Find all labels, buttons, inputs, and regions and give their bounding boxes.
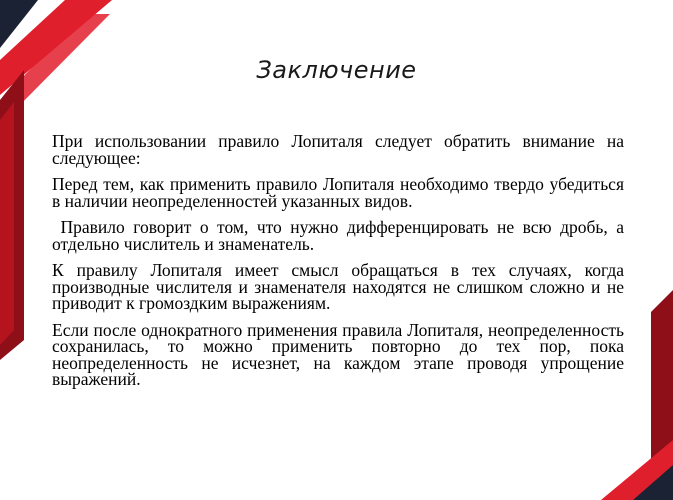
slide-title: Заключение [256, 56, 417, 84]
paragraph: Если после однократного применения правила Лопиталя, неопределенность сохранилась, то можно применить повторно до тех пор, пока неопределенность не исчезнет, на каждом этапе проводя упрощение выражений. [52, 319, 624, 389]
paragraph: Правило говорит о том, что нужно дифференцировать не всю дробь, а отдельно числитель и знаменатель. [52, 217, 624, 254]
slide-body [52, 133, 624, 398]
paragraph: К правилу Лопиталя имеет смысл обращаться в тех случаях, когда производные числителя и знаменателя находятся не слишком сложно и не приводит к громоздким выражениям. [52, 260, 624, 313]
paragraph: Перед тем, как применить правило Лопиталя необходимо твердо убедиться в наличии неопределенностей указанных видов. [52, 174, 624, 211]
paragraph: При использовании правило Лопиталя следует обратить внимание на следующее: [52, 131, 624, 168]
left-edge-decoration [0, 60, 30, 360]
